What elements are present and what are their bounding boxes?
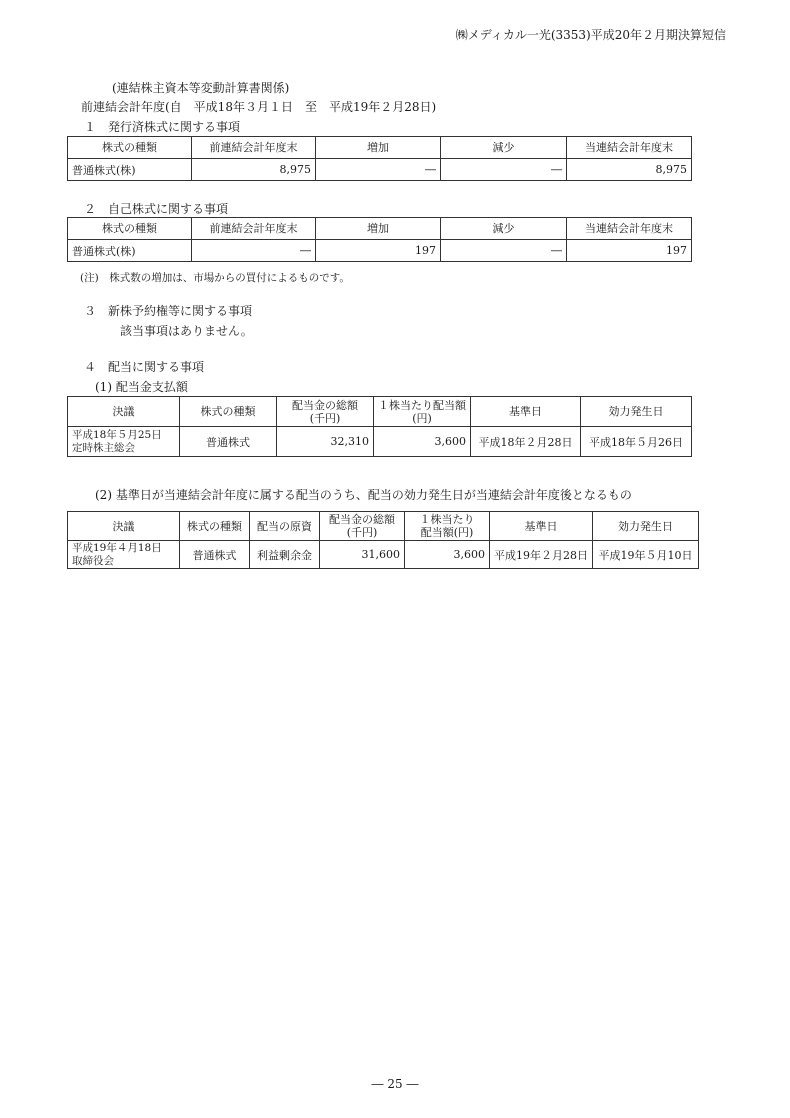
table-cell: 普通株式 [180, 541, 250, 569]
table-cell: ― [192, 240, 316, 262]
table-cell: ― [441, 159, 567, 181]
section-title: (連結株主資本等変動計算書関係) [112, 81, 290, 95]
table-cell: 平成19年２月28日 [490, 541, 593, 569]
table-cell: 普通株式 [180, 427, 277, 457]
dividends-paid-table [67, 396, 692, 457]
dividends-title: ４ 配当に関する事項 [84, 360, 205, 374]
table-cell: 平成18年５月25日 定時株主総会 [68, 427, 180, 457]
table-header: 増加 [316, 137, 441, 159]
document-header: ㈱メディカル一光(3353)平成20年２月期決算短信 [455, 28, 726, 42]
table-cell: 平成19年５月10日 [593, 541, 699, 569]
table-header: 効力発生日 [593, 512, 699, 541]
table-cell: 8,975 [567, 159, 692, 181]
table-header: 決議 [68, 397, 180, 427]
table-cell: 3,600 [374, 427, 471, 457]
table-header: 当連結会計年度末 [567, 218, 692, 240]
table-row [68, 427, 692, 457]
dividends-paid-title: (1) 配当金支払額 [95, 380, 188, 394]
table-header: 配当の原資 [250, 512, 320, 541]
table-row [68, 159, 692, 181]
table-row [68, 541, 699, 569]
treasury-shares-note: (注) 株式数の増加は、市場からの買付によるものです。 [80, 272, 350, 284]
table-header: 増加 [316, 218, 441, 240]
stock-options-title: ３ 新株予約権等に関する事項 [84, 304, 253, 318]
table-cell: ― [316, 159, 441, 181]
table-header: 当連結会計年度末 [567, 137, 692, 159]
table-cell: 平成18年５月26日 [581, 427, 692, 457]
table-row [68, 240, 692, 262]
table-cell: 普通株式(株) [68, 240, 192, 262]
table-cell: 平成19年４月18日 取締役会 [68, 541, 180, 569]
page-number: ― 25 ― [371, 1077, 419, 1091]
table-cell: ― [441, 240, 567, 262]
table-header: 基準日 [490, 512, 593, 541]
period-label: 前連結会計年度(自 平成18年３月１日 至 平成19年２月28日) [81, 100, 437, 114]
table-header: 減少 [441, 218, 567, 240]
dividends-after-period-table [67, 511, 699, 569]
table-header: 株式の種類 [180, 397, 277, 427]
table-cell: 3,600 [405, 541, 490, 569]
treasury-shares-title: ２ 自己株式に関する事項 [84, 202, 229, 216]
table-header: 株式の種類 [68, 218, 192, 240]
table-cell: 197 [567, 240, 692, 262]
table-cell: 普通株式(株) [68, 159, 192, 181]
table-header: 配当金の総額 (千円) [277, 397, 374, 427]
table-header: １株当たり 配当額(円) [405, 512, 490, 541]
issued-shares-title: １ 発行済株式に関する事項 [84, 120, 241, 134]
table-cell: 197 [316, 240, 441, 262]
table-header: １株当たり配当額 (円) [374, 397, 471, 427]
dividends-after-period-title: (2) 基準日が当連結会計年度に属する配当のうち、配当の効力発生日が当連結会計年度後となるもの [95, 488, 632, 502]
table-cell: 平成18年２月28日 [471, 427, 581, 457]
table-header: 決議 [68, 512, 180, 541]
table-header: 株式の種類 [68, 137, 192, 159]
table-header: 前連結会計年度末 [192, 218, 316, 240]
table-header: 前連結会計年度末 [192, 137, 316, 159]
table-header: 株式の種類 [180, 512, 250, 541]
table-header: 効力発生日 [581, 397, 692, 427]
table-header: 配当金の総額 (千円) [320, 512, 405, 541]
table-cell: 32,310 [277, 427, 374, 457]
table-header: 減少 [441, 137, 567, 159]
issued-shares-table [67, 136, 692, 181]
stock-options-text: 該当事項はありません。 [120, 324, 253, 338]
table-header: 基準日 [471, 397, 581, 427]
table-cell: 31,600 [320, 541, 405, 569]
table-cell: 8,975 [192, 159, 316, 181]
treasury-shares-table [67, 217, 692, 262]
table-cell: 利益剰余金 [250, 541, 320, 569]
